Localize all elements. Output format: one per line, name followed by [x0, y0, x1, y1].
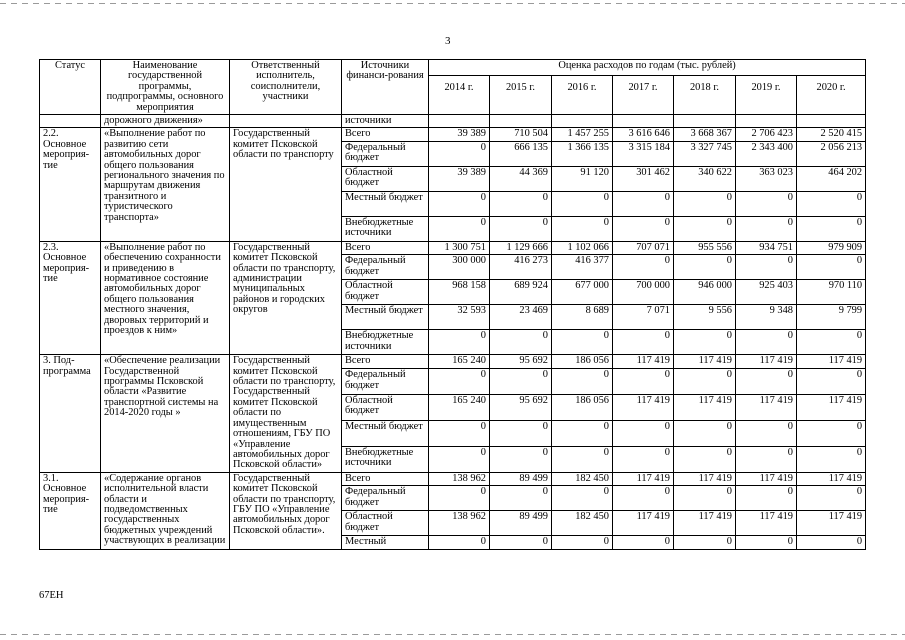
amount-cell: 117 419 [613, 472, 674, 485]
amount-cell: 95 692 [490, 355, 552, 369]
amount-cell: 0 [736, 536, 797, 549]
table-row [40, 241, 866, 254]
footer-code: 67ЕН [39, 590, 64, 601]
amount-cell: 0 [552, 369, 613, 395]
amount-cell: 1 366 135 [552, 141, 613, 166]
amount-cell: 3 315 184 [613, 141, 674, 166]
amount-cell: 3 327 745 [674, 141, 736, 166]
amount-cell: 138 962 [429, 511, 490, 536]
amount-cell: 0 [552, 216, 613, 241]
funding-source: Всего [342, 128, 429, 141]
amount-cell: 117 419 [674, 472, 736, 485]
amount-cell: 666 135 [490, 141, 552, 166]
amount-cell: 968 158 [429, 280, 490, 305]
header-sources: Источники финанси-рования [342, 60, 429, 115]
funding-source: Местный бюджет [342, 191, 429, 216]
amount-cell: 0 [674, 369, 736, 395]
amount-cell: 0 [674, 330, 736, 355]
amount-cell: 0 [552, 330, 613, 355]
amount-cell: 0 [552, 536, 613, 549]
amount-cell: 340 622 [674, 166, 736, 191]
funding-source: Всего [342, 241, 429, 254]
amount-cell: 0 [613, 536, 674, 549]
header-year: 2014 г. [429, 76, 490, 115]
amount-cell: 117 419 [613, 395, 674, 421]
header-row-1 [40, 60, 866, 76]
amount-cell: 186 056 [552, 355, 613, 369]
amount-cell: 0 [674, 216, 736, 241]
header-year: 2015 г. [490, 76, 552, 115]
amount-cell: 182 450 [552, 511, 613, 536]
funding-source: Всего [342, 355, 429, 369]
funding-source: Областной бюджет [342, 166, 429, 191]
amount-cell: 0 [552, 191, 613, 216]
amount-cell: 300 000 [429, 255, 490, 280]
funding-source: Всего [342, 472, 429, 485]
amount-cell: 955 556 [674, 241, 736, 254]
amount-cell: 0 [797, 446, 866, 472]
funding-source: Местный бюджет [342, 420, 429, 446]
amount-cell: 677 000 [552, 280, 613, 305]
block-responsible: Государственный комитет Псковской области по транспорту, администрации муниципальных районов и городских округов [230, 241, 342, 354]
amount-cell: 0 [490, 486, 552, 511]
table-row [40, 472, 866, 485]
amount-cell: 1 102 066 [552, 241, 613, 254]
amount-cell: 0 [736, 191, 797, 216]
amount-cell: 0 [674, 191, 736, 216]
continuation-value-cell [613, 115, 674, 128]
amount-cell: 925 403 [736, 280, 797, 305]
amount-cell: 0 [429, 420, 490, 446]
amount-cell: 464 202 [797, 166, 866, 191]
table-body [40, 115, 866, 550]
amount-cell: 0 [797, 216, 866, 241]
amount-cell: 117 419 [797, 472, 866, 485]
amount-cell: 117 419 [797, 511, 866, 536]
header-year: 2016 г. [552, 76, 613, 115]
table-row [40, 355, 866, 369]
block-name: «Выполнение работ по обеспечению сохранности и приведению в нормативное состояние автомобильных дорог общего пользования местного значения, дворовых территорий и проездов к ним» [101, 241, 230, 354]
amount-cell: 0 [797, 420, 866, 446]
continuation-value-cell [797, 115, 866, 128]
amount-cell: 2 343 400 [736, 141, 797, 166]
amount-cell: 3 668 367 [674, 128, 736, 141]
amount-cell: 117 419 [736, 472, 797, 485]
funding-source: Местный бюджет [342, 305, 429, 330]
table-row [40, 128, 866, 141]
amount-cell: 0 [552, 486, 613, 511]
amount-cell: 165 240 [429, 355, 490, 369]
amount-cell: 2 056 213 [797, 141, 866, 166]
amount-cell: 0 [613, 330, 674, 355]
amount-cell: 0 [429, 191, 490, 216]
amount-cell: 0 [613, 255, 674, 280]
funding-source: Областной бюджет [342, 511, 429, 536]
amount-cell: 117 419 [613, 511, 674, 536]
funding-source: Внебюджетные источники [342, 330, 429, 355]
amount-cell: 32 593 [429, 305, 490, 330]
amount-cell: 0 [490, 216, 552, 241]
amount-cell: 117 419 [797, 355, 866, 369]
amount-cell: 3 616 646 [613, 128, 674, 141]
amount-cell: 0 [797, 330, 866, 355]
funding-source: Федеральный бюджет [342, 255, 429, 280]
amount-cell: 117 419 [797, 395, 866, 421]
funding-source: Федеральный бюджет [342, 369, 429, 395]
funding-source: Областной бюджет [342, 395, 429, 421]
amount-cell: 0 [490, 420, 552, 446]
continuation-responsible-cell [230, 115, 342, 128]
header-year: 2019 г. [736, 76, 797, 115]
funding-source: Федеральный бюджет [342, 141, 429, 166]
amount-cell: 0 [613, 369, 674, 395]
amount-cell: 0 [429, 446, 490, 472]
amount-cell: 0 [429, 330, 490, 355]
block-status: 3.1. Основное мероприя-тие [40, 472, 101, 549]
amount-cell: 0 [674, 420, 736, 446]
amount-cell: 0 [674, 536, 736, 549]
amount-cell: 0 [429, 216, 490, 241]
amount-cell: 416 273 [490, 255, 552, 280]
amount-cell: 0 [429, 536, 490, 549]
amount-cell: 301 462 [613, 166, 674, 191]
amount-cell: 0 [613, 216, 674, 241]
amount-cell: 2 706 423 [736, 128, 797, 141]
header-status: Статус [40, 60, 101, 115]
amount-cell: 0 [736, 216, 797, 241]
amount-cell: 9 799 [797, 305, 866, 330]
amount-cell: 117 419 [613, 355, 674, 369]
amount-cell: 934 751 [736, 241, 797, 254]
amount-cell: 1 129 666 [490, 241, 552, 254]
header-year: 2017 г. [613, 76, 674, 115]
block-name: «Содержание органов исполнительной власти области и подведомственных государственных бюджетных учреждений участвующих в реализации [101, 472, 230, 549]
amount-cell: 186 056 [552, 395, 613, 421]
continuation-value-cell [552, 115, 613, 128]
amount-cell: 117 419 [674, 511, 736, 536]
amount-cell: 8 689 [552, 305, 613, 330]
amount-cell: 0 [490, 369, 552, 395]
amount-cell: 1 457 255 [552, 128, 613, 141]
amount-cell: 0 [674, 446, 736, 472]
amount-cell: 0 [490, 330, 552, 355]
amount-cell: 23 469 [490, 305, 552, 330]
amount-cell: 0 [552, 446, 613, 472]
amount-cell: 0 [797, 536, 866, 549]
block-responsible: Государственный комитет Псковской области по транспорту, ГБУ ПО «Управление автомобильных дорог Псковской области». [230, 472, 342, 549]
amount-cell: 1 300 751 [429, 241, 490, 254]
amount-cell: 0 [797, 369, 866, 395]
continuation-status-cell [40, 115, 101, 128]
amount-cell: 0 [674, 255, 736, 280]
amount-cell: 0 [736, 420, 797, 446]
table-header [40, 60, 866, 115]
header-responsible: Ответственный исполнитель, соисполнители, участники [230, 60, 342, 115]
amount-cell: 0 [797, 191, 866, 216]
page-number: 3 [445, 35, 451, 47]
amount-cell: 0 [490, 536, 552, 549]
amount-cell: 89 499 [490, 511, 552, 536]
amount-cell: 9 556 [674, 305, 736, 330]
continuation-name: дорожного движения» [101, 115, 230, 128]
scan-artifact-top [0, 3, 905, 4]
amount-cell: 7 071 [613, 305, 674, 330]
amount-cell: 710 504 [490, 128, 552, 141]
amount-cell: 138 962 [429, 472, 490, 485]
amount-cell: 970 110 [797, 280, 866, 305]
funding-source: Внебюджетные источники [342, 216, 429, 241]
funding-source: Областной бюджет [342, 280, 429, 305]
header-name: Наименование государственной программы, подпрограммы, основного мероприятия [101, 60, 230, 115]
amount-cell: 689 924 [490, 280, 552, 305]
amount-cell: 416 377 [552, 255, 613, 280]
amount-cell: 0 [674, 486, 736, 511]
amount-cell: 39 389 [429, 128, 490, 141]
amount-cell: 95 692 [490, 395, 552, 421]
header-year: 2018 г. [674, 76, 736, 115]
amount-cell: 0 [736, 330, 797, 355]
amount-cell: 707 071 [613, 241, 674, 254]
funding-source: Федеральный бюджет [342, 486, 429, 511]
amount-cell: 117 419 [736, 511, 797, 536]
amount-cell: 0 [429, 141, 490, 166]
block-name: «Обеспечение реализации Государственной программы Псковской области «Развитие транспортной системы на 2014-2020 годы » [101, 355, 230, 472]
amount-cell: 0 [736, 446, 797, 472]
amount-cell: 363 023 [736, 166, 797, 191]
amount-cell: 117 419 [736, 355, 797, 369]
continuation-source: источники [342, 115, 429, 128]
block-status: 2.3. Основное мероприя-тие [40, 241, 101, 354]
amount-cell: 0 [613, 446, 674, 472]
amount-cell: 0 [736, 255, 797, 280]
amount-cell: 9 348 [736, 305, 797, 330]
block-name: «Выполнение работ по развитию сети автомобильных дорог общего пользования регионального значения по маршрутам движения транзитного и туристического транспорта» [101, 128, 230, 241]
amount-cell: 0 [736, 486, 797, 511]
amount-cell: 165 240 [429, 395, 490, 421]
amount-cell: 946 000 [674, 280, 736, 305]
amount-cell: 117 419 [674, 395, 736, 421]
amount-cell: 2 520 415 [797, 128, 866, 141]
amount-cell: 39 389 [429, 166, 490, 191]
amount-cell: 0 [613, 486, 674, 511]
amount-cell: 700 000 [613, 280, 674, 305]
scan-artifact-bottom [0, 634, 905, 635]
budget-table [39, 59, 866, 550]
funding-source: Внебюджетные источники [342, 446, 429, 472]
amount-cell: 0 [552, 420, 613, 446]
amount-cell: 0 [490, 446, 552, 472]
amount-cell: 117 419 [674, 355, 736, 369]
amount-cell: 91 120 [552, 166, 613, 191]
block-status: 2.2. Основное мероприя-тие [40, 128, 101, 241]
amount-cell: 0 [613, 191, 674, 216]
amount-cell: 89 499 [490, 472, 552, 485]
amount-cell: 117 419 [736, 395, 797, 421]
amount-cell: 0 [736, 369, 797, 395]
funding-source: Местный [342, 536, 429, 549]
block-responsible: Государственный комитет Псковской области по транспорту [230, 128, 342, 241]
amount-cell: 0 [429, 369, 490, 395]
continuation-value-cell [429, 115, 490, 128]
continuation-value-cell [490, 115, 552, 128]
amount-cell: 0 [613, 420, 674, 446]
amount-cell: 0 [429, 486, 490, 511]
amount-cell: 979 909 [797, 241, 866, 254]
continuation-row [40, 115, 866, 128]
amount-cell: 0 [490, 191, 552, 216]
block-status: 3. Под-программа [40, 355, 101, 472]
continuation-value-cell [674, 115, 736, 128]
amount-cell: 0 [797, 486, 866, 511]
amount-cell: 44 369 [490, 166, 552, 191]
continuation-value-cell [736, 115, 797, 128]
header-estimate: Оценка расходов по годам (тыс. рублей) [429, 60, 866, 76]
amount-cell: 182 450 [552, 472, 613, 485]
amount-cell: 0 [797, 255, 866, 280]
header-year: 2020 г. [797, 76, 866, 115]
block-responsible: Государственный комитет Псковской области по транспорту, Государственный комитет Псковской области по имущественным отношениям, ГБУ ПО «Управление автомобильных дорог Псковской области» [230, 355, 342, 472]
